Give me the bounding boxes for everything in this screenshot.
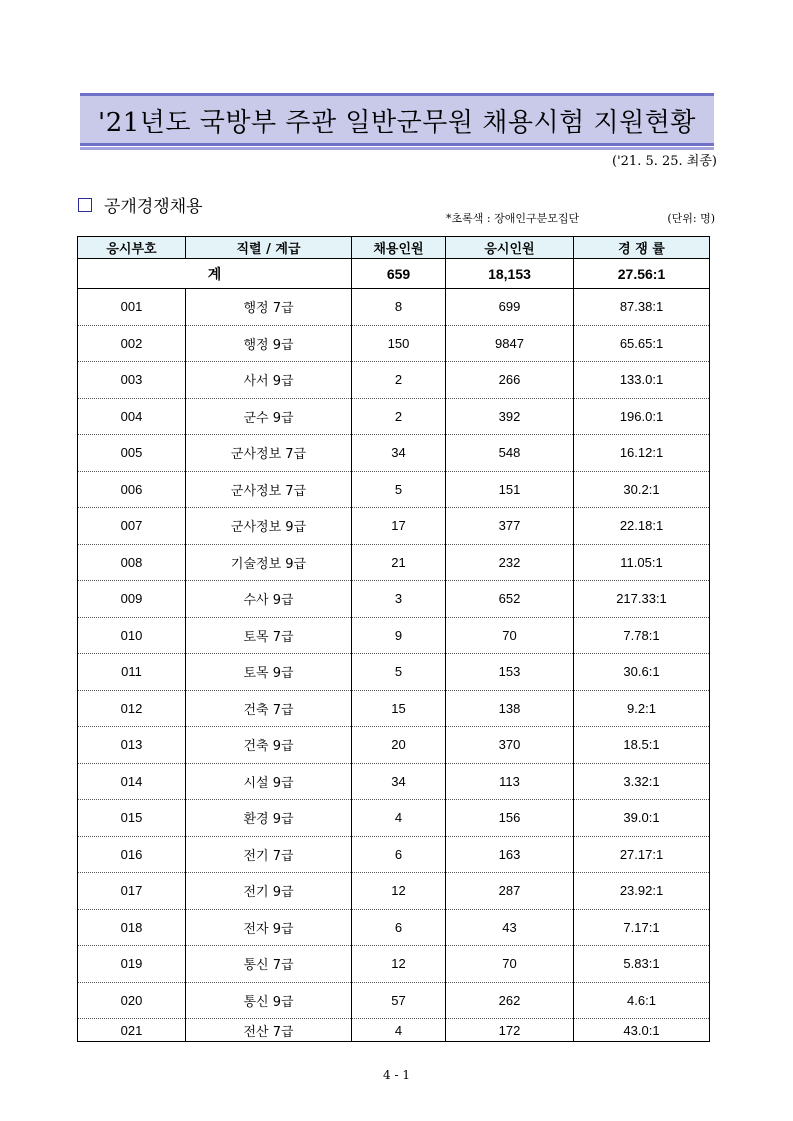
checkbox-icon <box>78 198 92 212</box>
table-row <box>78 544 710 581</box>
cell-title: 토목 7급 <box>186 617 352 654</box>
cell-ratio: 22.18:1 <box>574 508 710 545</box>
cell-applicants: 266 <box>446 362 574 399</box>
total-row <box>78 259 710 289</box>
cell-title: 행정 9급 <box>186 325 352 362</box>
cell-hires: 57 <box>352 982 446 1019</box>
cell-hires: 17 <box>352 508 446 545</box>
table-row <box>78 508 710 545</box>
cell-applicants: 156 <box>446 800 574 837</box>
title-banner <box>80 93 714 146</box>
cell-code: 009 <box>78 581 186 618</box>
table-row <box>78 727 710 764</box>
cell-applicants: 9847 <box>446 325 574 362</box>
cell-applicants: 172 <box>446 1019 574 1042</box>
cell-title: 건축 9급 <box>186 727 352 764</box>
cell-title: 시설 9급 <box>186 763 352 800</box>
cell-applicants: 43 <box>446 909 574 946</box>
cell-title: 토목 9급 <box>186 654 352 691</box>
cell-title: 통신 7급 <box>186 946 352 983</box>
cell-ratio: 87.38:1 <box>574 289 710 326</box>
table-row <box>78 617 710 654</box>
cell-ratio: 30.6:1 <box>574 654 710 691</box>
cell-ratio: 23.92:1 <box>574 873 710 910</box>
table-row <box>78 690 710 727</box>
cell-title: 군사정보 9급 <box>186 508 352 545</box>
section-heading-label: 공개경쟁채용 <box>104 197 203 217</box>
cell-hires: 150 <box>352 325 446 362</box>
page-number: 4 - 1 <box>383 1068 410 1082</box>
cell-ratio: 65.65:1 <box>574 325 710 362</box>
cell-hires: 2 <box>352 362 446 399</box>
table-header-row <box>78 237 710 259</box>
total-applicants: 18,153 <box>446 259 574 289</box>
cell-code: 011 <box>78 654 186 691</box>
cell-hires: 5 <box>352 654 446 691</box>
cell-hires: 34 <box>352 435 446 472</box>
total-ratio: 27.56:1 <box>574 259 710 289</box>
cell-title: 통신 9급 <box>186 982 352 1019</box>
cell-code: 006 <box>78 471 186 508</box>
table-row <box>78 471 710 508</box>
cell-applicants: 370 <box>446 727 574 764</box>
cell-applicants: 699 <box>446 289 574 326</box>
cell-code: 012 <box>78 690 186 727</box>
table-row <box>78 362 710 399</box>
cell-title: 전산 7급 <box>186 1019 352 1042</box>
cell-applicants: 262 <box>446 982 574 1019</box>
cell-code: 020 <box>78 982 186 1019</box>
cell-hires: 5 <box>352 471 446 508</box>
cell-ratio: 9.2:1 <box>574 690 710 727</box>
cell-code: 002 <box>78 325 186 362</box>
cell-code: 015 <box>78 800 186 837</box>
cell-applicants: 377 <box>446 508 574 545</box>
cell-applicants: 113 <box>446 763 574 800</box>
cell-hires: 6 <box>352 909 446 946</box>
cell-hires: 15 <box>352 690 446 727</box>
cell-hires: 4 <box>352 800 446 837</box>
table-row <box>78 1019 710 1042</box>
total-label: 계 <box>78 259 352 289</box>
table-row <box>78 289 710 326</box>
cell-ratio: 43.0:1 <box>574 1019 710 1042</box>
cell-hires: 12 <box>352 873 446 910</box>
cell-title: 기술정보 9급 <box>186 544 352 581</box>
header-hires: 채용인원 <box>352 237 446 259</box>
table-row <box>78 909 710 946</box>
table-row <box>78 435 710 472</box>
cell-hires: 9 <box>352 617 446 654</box>
cell-applicants: 138 <box>446 690 574 727</box>
cell-ratio: 196.0:1 <box>574 398 710 435</box>
cell-applicants: 652 <box>446 581 574 618</box>
cell-title: 사서 9급 <box>186 362 352 399</box>
header-code: 응시부호 <box>78 237 186 259</box>
table-row <box>78 325 710 362</box>
cell-code: 017 <box>78 873 186 910</box>
section-heading <box>78 192 203 217</box>
unit-note: (단위: 명) <box>667 212 715 225</box>
cell-hires: 21 <box>352 544 446 581</box>
document-title: '21년도 국방부 주관 일반군무원 채용시험 지원현황 <box>98 108 696 138</box>
cell-code: 010 <box>78 617 186 654</box>
table-row <box>78 946 710 983</box>
cell-applicants: 70 <box>446 617 574 654</box>
cell-code: 021 <box>78 1019 186 1042</box>
cell-ratio: 7.17:1 <box>574 909 710 946</box>
cell-ratio: 11.05:1 <box>574 544 710 581</box>
cell-hires: 4 <box>352 1019 446 1042</box>
cell-ratio: 7.78:1 <box>574 617 710 654</box>
cell-code: 008 <box>78 544 186 581</box>
cell-title: 행정 7급 <box>186 289 352 326</box>
cell-hires: 20 <box>352 727 446 764</box>
cell-code: 014 <box>78 763 186 800</box>
cell-ratio: 16.12:1 <box>574 435 710 472</box>
cell-title: 수사 9급 <box>186 581 352 618</box>
recruitment-table <box>77 236 710 1042</box>
cell-ratio: 30.2:1 <box>574 471 710 508</box>
table-row <box>78 800 710 837</box>
cell-ratio: 4.6:1 <box>574 982 710 1019</box>
cell-applicants: 151 <box>446 471 574 508</box>
cell-code: 007 <box>78 508 186 545</box>
header-title: 직렬 / 계급 <box>186 237 352 259</box>
cell-ratio: 18.5:1 <box>574 727 710 764</box>
cell-applicants: 153 <box>446 654 574 691</box>
cell-hires: 3 <box>352 581 446 618</box>
cell-ratio: 27.17:1 <box>574 836 710 873</box>
cell-title: 군사정보 7급 <box>186 471 352 508</box>
total-hires: 659 <box>352 259 446 289</box>
cell-ratio: 39.0:1 <box>574 800 710 837</box>
table-row <box>78 982 710 1019</box>
table-row <box>78 763 710 800</box>
cell-code: 001 <box>78 289 186 326</box>
table-row <box>78 873 710 910</box>
cell-hires: 12 <box>352 946 446 983</box>
header-ratio: 경 쟁 률 <box>574 237 710 259</box>
cell-applicants: 163 <box>446 836 574 873</box>
cell-title: 전기 9급 <box>186 873 352 910</box>
cell-ratio: 133.0:1 <box>574 362 710 399</box>
cell-title: 환경 9급 <box>186 800 352 837</box>
cell-code: 018 <box>78 909 186 946</box>
cell-title: 전자 9급 <box>186 909 352 946</box>
cell-hires: 8 <box>352 289 446 326</box>
cell-code: 003 <box>78 362 186 399</box>
cell-title: 건축 7급 <box>186 690 352 727</box>
cell-code: 019 <box>78 946 186 983</box>
table-row <box>78 398 710 435</box>
date-note: ('21. 5. 25. 최종) <box>612 154 717 169</box>
cell-applicants: 287 <box>446 873 574 910</box>
cell-code: 013 <box>78 727 186 764</box>
cell-ratio: 3.32:1 <box>574 763 710 800</box>
color-note: *초록색 : 장애인구분모집단 <box>446 212 580 225</box>
table-row <box>78 654 710 691</box>
cell-code: 004 <box>78 398 186 435</box>
cell-ratio: 217.33:1 <box>574 581 710 618</box>
cell-title: 군사정보 7급 <box>186 435 352 472</box>
cell-code: 016 <box>78 836 186 873</box>
cell-ratio: 5.83:1 <box>574 946 710 983</box>
cell-applicants: 232 <box>446 544 574 581</box>
cell-hires: 34 <box>352 763 446 800</box>
cell-hires: 2 <box>352 398 446 435</box>
cell-applicants: 70 <box>446 946 574 983</box>
table-row <box>78 836 710 873</box>
cell-title: 군수 9급 <box>186 398 352 435</box>
header-applicants: 응시인원 <box>446 237 574 259</box>
cell-applicants: 392 <box>446 398 574 435</box>
cell-hires: 6 <box>352 836 446 873</box>
table-row <box>78 581 710 618</box>
cell-applicants: 548 <box>446 435 574 472</box>
cell-title: 전기 7급 <box>186 836 352 873</box>
cell-code: 005 <box>78 435 186 472</box>
